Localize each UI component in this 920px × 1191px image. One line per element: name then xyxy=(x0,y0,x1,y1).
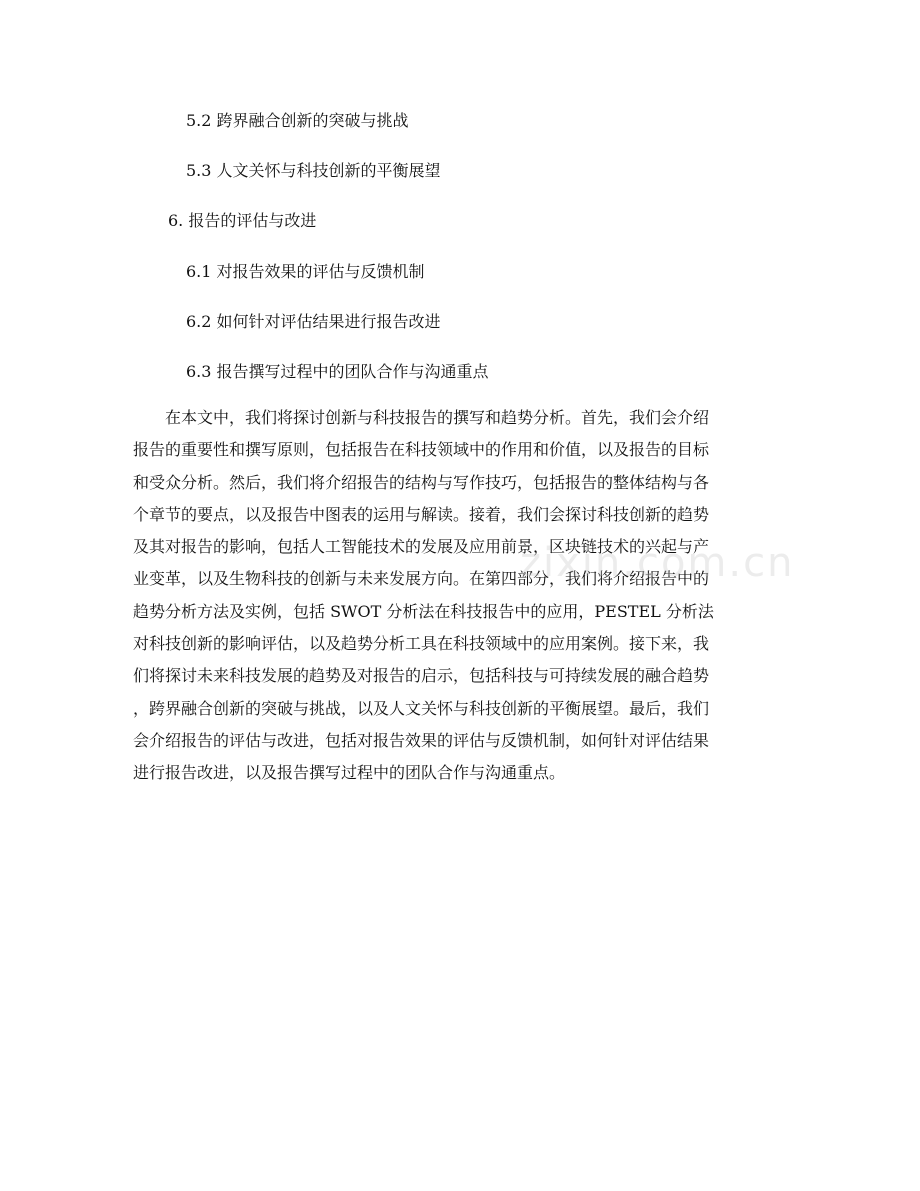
paragraph-line: 进行报告改进，以及报告撰写过程中的团队合作与沟通重点。 xyxy=(133,763,566,783)
toc-item-6-1: 6.1 对报告效果的评估与反馈机制 xyxy=(186,262,425,281)
toc-item-5-3: 5.3 人文关怀与科技创新的平衡展望 xyxy=(186,161,441,180)
paragraph-line: 会介绍报告的评估与改进，包括对报告效果的评估与反馈机制，如何针对评估结果 xyxy=(133,730,710,750)
toc-section-6: 6. 报告的评估与改进 xyxy=(168,211,317,230)
paragraph-line: 业变革，以及生物科技的创新与未来发展方向。在第四部分，我们将介绍报告中的 xyxy=(133,569,710,589)
body-paragraph xyxy=(133,402,793,790)
toc-item-6-2: 6.2 如何针对评估结果进行报告改进 xyxy=(186,312,441,331)
paragraph-line: 及其对报告的影响，包括人工智能技术的发展及应用前景，区块链技术的兴起与产 xyxy=(133,537,710,557)
paragraph-line: 和受众分析。然后，我们将介绍报告的结构与写作技巧，包括报告的整体结构与各 xyxy=(133,472,710,492)
paragraph-line: ，跨界融合创新的突破与挑战，以及人文关怀与科技创新的平衡展望。最后，我们 xyxy=(133,698,710,718)
paragraph-line: 对科技创新的影响评估，以及趋势分析工具在科技领域中的应用案例。接下来，我 xyxy=(133,634,710,654)
paragraph-line: 报告的重要性和撰写原则，包括报告在科技领域中的作用和价值，以及报告的目标 xyxy=(133,440,710,460)
watermark: zixin.com.cn xyxy=(520,540,795,586)
paragraph-line: 个章节的要点，以及报告中图表的运用与解读。接着，我们会探讨科技创新的趋势 xyxy=(133,504,710,524)
paragraph-line: 趋势分析方法及实例，包括 SWOT 分析法在科技报告中的应用，PESTEL 分析法 xyxy=(133,601,714,621)
toc-item-6-3: 6.3 报告撰写过程中的团队合作与沟通重点 xyxy=(186,362,489,381)
toc-item-5-2: 5.2 跨界融合创新的突破与挑战 xyxy=(186,111,409,130)
paragraph-line: 们将探讨未来科技发展的趋势及对报告的启示，包括科技与可持续发展的融合趋势 xyxy=(133,666,710,686)
paragraph-line: 在本文中，我们将探讨创新与科技报告的撰写和趋势分析。首先，我们会介绍 xyxy=(133,408,710,427)
